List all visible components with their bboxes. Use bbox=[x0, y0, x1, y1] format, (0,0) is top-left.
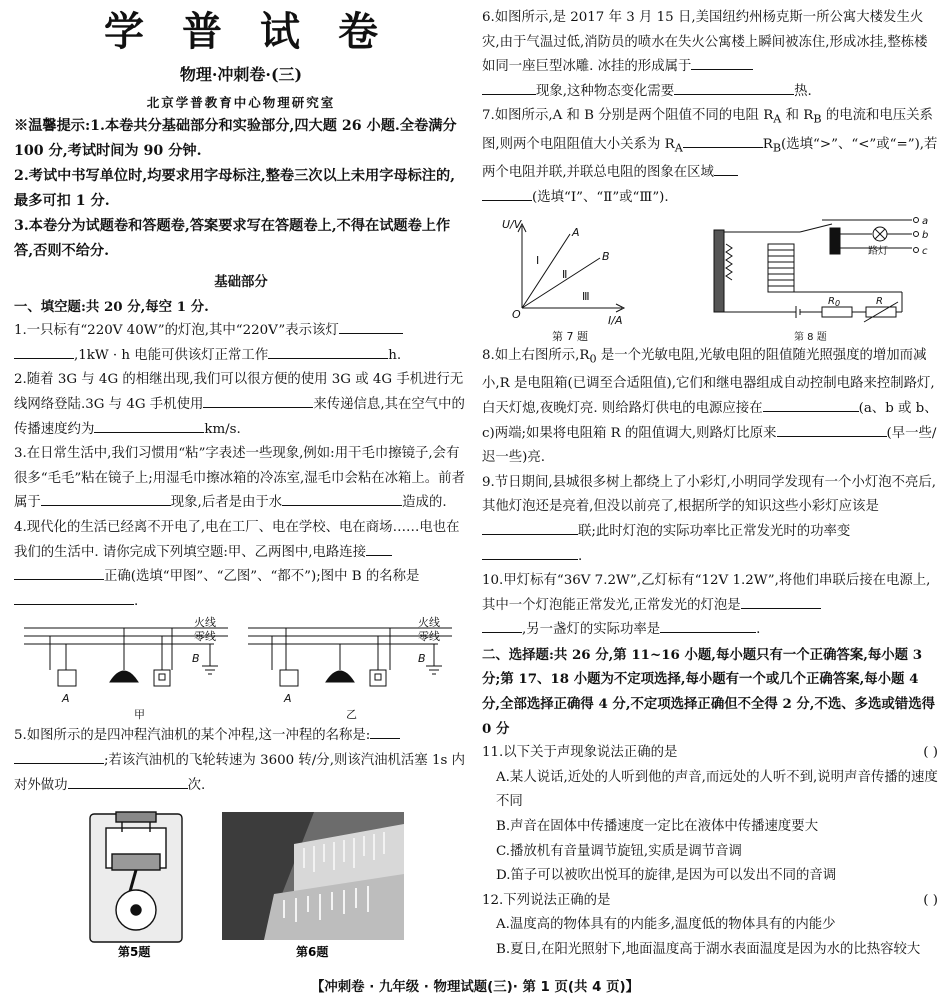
answer-paren: ( ) bbox=[923, 892, 938, 908]
question-6: 6.如图所示,是 2017 年 3 月 15 日,美国纽约州杨克斯一所公寓大楼发生火灾,由于气温过低,消防员的喷水在失火公寓楼上瞬间被冻住,形成冰挂,整栋楼如同一座巨型冰雕. 冰挂的形成属于 现象,这种物态变化需要 热. bbox=[482, 10, 928, 99]
answer-blank bbox=[482, 545, 578, 560]
caption-jia: 甲 bbox=[134, 708, 145, 722]
option-11a: A.某人说话,近处的人听到他的声音,而远处的人听不到,说明声音传播的速度不同 bbox=[496, 769, 938, 810]
answer-blank bbox=[68, 774, 188, 789]
option-12b: B.夏日,在阳光照射下,地面温度高于湖水表面温度是因为水的比热容较大 bbox=[496, 942, 921, 958]
label-a: A bbox=[284, 692, 292, 706]
answer-blank bbox=[14, 344, 74, 359]
answer-blank bbox=[763, 397, 859, 412]
organization: 北京学普教育中心物理研究室 bbox=[146, 95, 336, 110]
answer-blank bbox=[482, 80, 536, 95]
caption-fig7: 第 7 题 bbox=[552, 330, 588, 344]
option-11c: C.播放机有音量调节旋钮,实质是调节音调 bbox=[496, 843, 742, 859]
question-7: 7.如图所示,A 和 B 分别是两个阻值不同的电阻 $R_A$ 和 $R_B$ 的电流和电压关系图,则两个电阻阻值大小关系为 $R_A$ $R_B$(选填“>”、“<”或“=”),若两个电阻并联,并联总电阻的图象在区域 (选填“Ⅰ”、“Ⅱ”或“Ⅲ”). bbox=[482, 108, 938, 205]
answer-blank bbox=[714, 161, 738, 176]
answer-blank bbox=[482, 520, 578, 535]
answer-blank bbox=[14, 749, 104, 764]
answer-blank bbox=[339, 319, 403, 334]
answer-blank bbox=[741, 594, 821, 609]
line-a-label: A bbox=[572, 226, 580, 240]
question-10: 10.甲灯标有“36V 7.2W”,乙灯标有“12V 1.2W”,将他们串联后接在电源上,其中一个灯泡能正常发光,正常发光的灯泡是 ,另一盏灯的实际功率是 . bbox=[482, 573, 931, 638]
label-b: B bbox=[418, 652, 426, 666]
region-1: Ⅰ bbox=[536, 254, 540, 268]
question-8: 8.如上右图所示$,R_0$ 是一个光敏电阻,光敏电阻的阻值随光照强度的增加而减小,R 是电阻箱(已调至合适阻值),它们和继电器组成自动控制电路来控制路灯,白天灯熄,夜晚灯亮. 则给路灯供电的电源应接在 (a、b 或 b、c)两端;如果将电阻箱 R 的阻值调大,则路灯比原来 (早一些/迟一些)亮. bbox=[482, 348, 938, 466]
region-2: Ⅱ bbox=[562, 268, 568, 282]
figures-q7-q8 bbox=[482, 214, 938, 344]
answer-blank bbox=[660, 618, 756, 633]
label-live-wire: 火线 bbox=[194, 616, 216, 630]
figure-q4-circuits bbox=[14, 616, 468, 724]
answer-blank bbox=[366, 541, 392, 556]
answer-blank bbox=[14, 590, 134, 605]
terminal-a: a bbox=[922, 216, 929, 228]
answer-blank bbox=[482, 186, 532, 201]
answer-blank bbox=[482, 618, 522, 633]
x-axis-label: I/A bbox=[608, 314, 623, 328]
question-9: 9.节日期间,县城很多树上都绕上了小彩灯,小明同学发现有一个小灯泡不亮后,其他灯泡还是亮着,但没以前亮了,根据所学的知识这些小彩灯应该是联;此时灯泡的实际功率比正常发光时的功率变. bbox=[482, 474, 937, 564]
answer-paren: ( ) bbox=[923, 745, 938, 761]
page-footer: 【冲刺卷 · 九年级 · 物理试题(三)· 第 1 页(共 4 页)】 bbox=[311, 980, 639, 995]
answer-blank bbox=[777, 422, 887, 437]
caption-fig5: 第5题 bbox=[118, 945, 151, 960]
origin-label: O bbox=[512, 308, 521, 322]
answer-blank bbox=[41, 491, 171, 506]
answer-blank bbox=[282, 491, 402, 506]
tips bbox=[14, 114, 468, 264]
label-r0: $R_0$ bbox=[828, 296, 841, 309]
right-column bbox=[482, 6, 938, 963]
question-4: 4.现代化的生活已经离不开电了,电在工厂、电在学校、电在商场……电也在我们的生活中. 请你完成下列填空题:甲、乙两图中,电路连接 正确(选填“甲图”、“乙图”、“都不”);图中 B 的名称是 . bbox=[14, 519, 460, 609]
option-12a: A.温度高的物体具有的内能多,温度低的物体具有的内能少 bbox=[496, 917, 836, 933]
label-neutral-wire: 零线 bbox=[194, 630, 216, 644]
caption-yi: 乙 bbox=[346, 708, 357, 722]
question-5: 5.如图所示的是四冲程汽油机的某个冲程,这一冲程的名称是: ;若该汽油机的飞轮转速为 3600 转/分,则该汽油机活塞 1s 内对外做功 次. bbox=[14, 724, 468, 798]
caption-fig6: 第6题 bbox=[296, 945, 329, 960]
option-11b: B.声音在固体中传播速度一定比在液体中传播速度要大 bbox=[496, 819, 819, 835]
answer-blank bbox=[674, 80, 794, 95]
tip-2: 2.考试中书写单位时,均要求用字母标注,整卷三次以上未用字母标注的,最多可扣 1 分. bbox=[14, 168, 456, 209]
y-axis-label: U/V bbox=[502, 218, 522, 232]
question-1: 1.一只标有“220V 40W”的灯泡,其中“220V”表示该灯 ,1kW · h 电能可供该灯正常工作 h. bbox=[14, 319, 468, 368]
page-title: 学普试卷 bbox=[104, 8, 416, 55]
section-basic: 基础部分 bbox=[214, 274, 268, 290]
label-neutral-wire: 零线 bbox=[418, 630, 440, 644]
caption-fig8: 第 8 题 bbox=[794, 332, 827, 344]
question-2: 2.随着 3G 与 4G 的相继出现,我们可以很方便的使用 3G 或 4G 手机进行无线网络登陆.3G 与 4G 手机使用 来传递信息,其在空气中的传播速度约为 km/s. bbox=[14, 372, 465, 437]
left-column bbox=[14, 0, 468, 962]
part2-heading: 二、选择题:共 26 分,第 11~16 小题,每小题只有一个正确答案,每小题 3 分;第 17、18 小题为不定项选择,每小题有一个或几个正确答案,每小题 4 分,全部选择正确得 4 分,不定项选择正确但不全得 2 分,不选、多选或错选得 0 分 bbox=[482, 646, 935, 737]
label-a: A bbox=[62, 692, 70, 706]
tip-1: ※温馨提示:1.本卷共分基础部分和实验部分,四大题 26 小题.全卷满分 100 分,考试时间为 90 分钟. bbox=[14, 118, 457, 159]
answer-blank bbox=[370, 724, 400, 739]
line-b-label: B bbox=[602, 250, 610, 264]
question-12: 12.下列说法正确的是 ( ) bbox=[482, 889, 938, 914]
tip-3: 3.本卷分为试题卷和答题卷,答案要求写在答题卷上,不得在试题卷上作答,否则不给分. bbox=[14, 218, 451, 259]
figures-q5-q6 bbox=[14, 804, 468, 962]
question-11: 11.以下关于声现象说法正确的是 ( ) bbox=[482, 741, 938, 766]
label-r: R bbox=[876, 296, 883, 308]
answer-blank bbox=[268, 344, 388, 359]
label-live-wire: 火线 bbox=[418, 616, 440, 630]
answer-blank bbox=[203, 393, 313, 408]
terminal-b: b bbox=[922, 230, 929, 242]
engine-diagram bbox=[90, 812, 182, 942]
region-3: Ⅲ bbox=[582, 290, 590, 304]
page-subtitle: 物理·冲刺卷·(三) bbox=[179, 65, 303, 84]
photo-ice-building bbox=[222, 812, 404, 940]
answer-blank bbox=[683, 133, 763, 148]
label-b: B bbox=[192, 652, 200, 666]
relay-circuit-q8 bbox=[714, 218, 919, 323]
graph-q7 bbox=[518, 224, 624, 312]
streetlamp-label: 路灯 bbox=[868, 246, 888, 258]
question-3: 3.在日常生活中,我们习惯用“粘”字表述一些现象,例如:用干毛巾擦镜子,会有很多“毛毛”粘在镜子上;用湿毛巾擦冰箱的冷冻室,湿毛巾会粘在冰箱上。前者属于 现象,后者是由于水 造成的. bbox=[14, 446, 465, 511]
terminal-c: c bbox=[922, 246, 928, 258]
part1-heading: 一、填空题:共 20 分,每空 1 分. bbox=[14, 298, 209, 315]
answer-blank bbox=[14, 565, 104, 580]
answer-blank bbox=[94, 418, 204, 433]
option-11d: D.笛子可以被吹出悦耳的旋律,是因为可以发出不同的音调 bbox=[496, 868, 837, 884]
answer-blank bbox=[691, 55, 753, 70]
